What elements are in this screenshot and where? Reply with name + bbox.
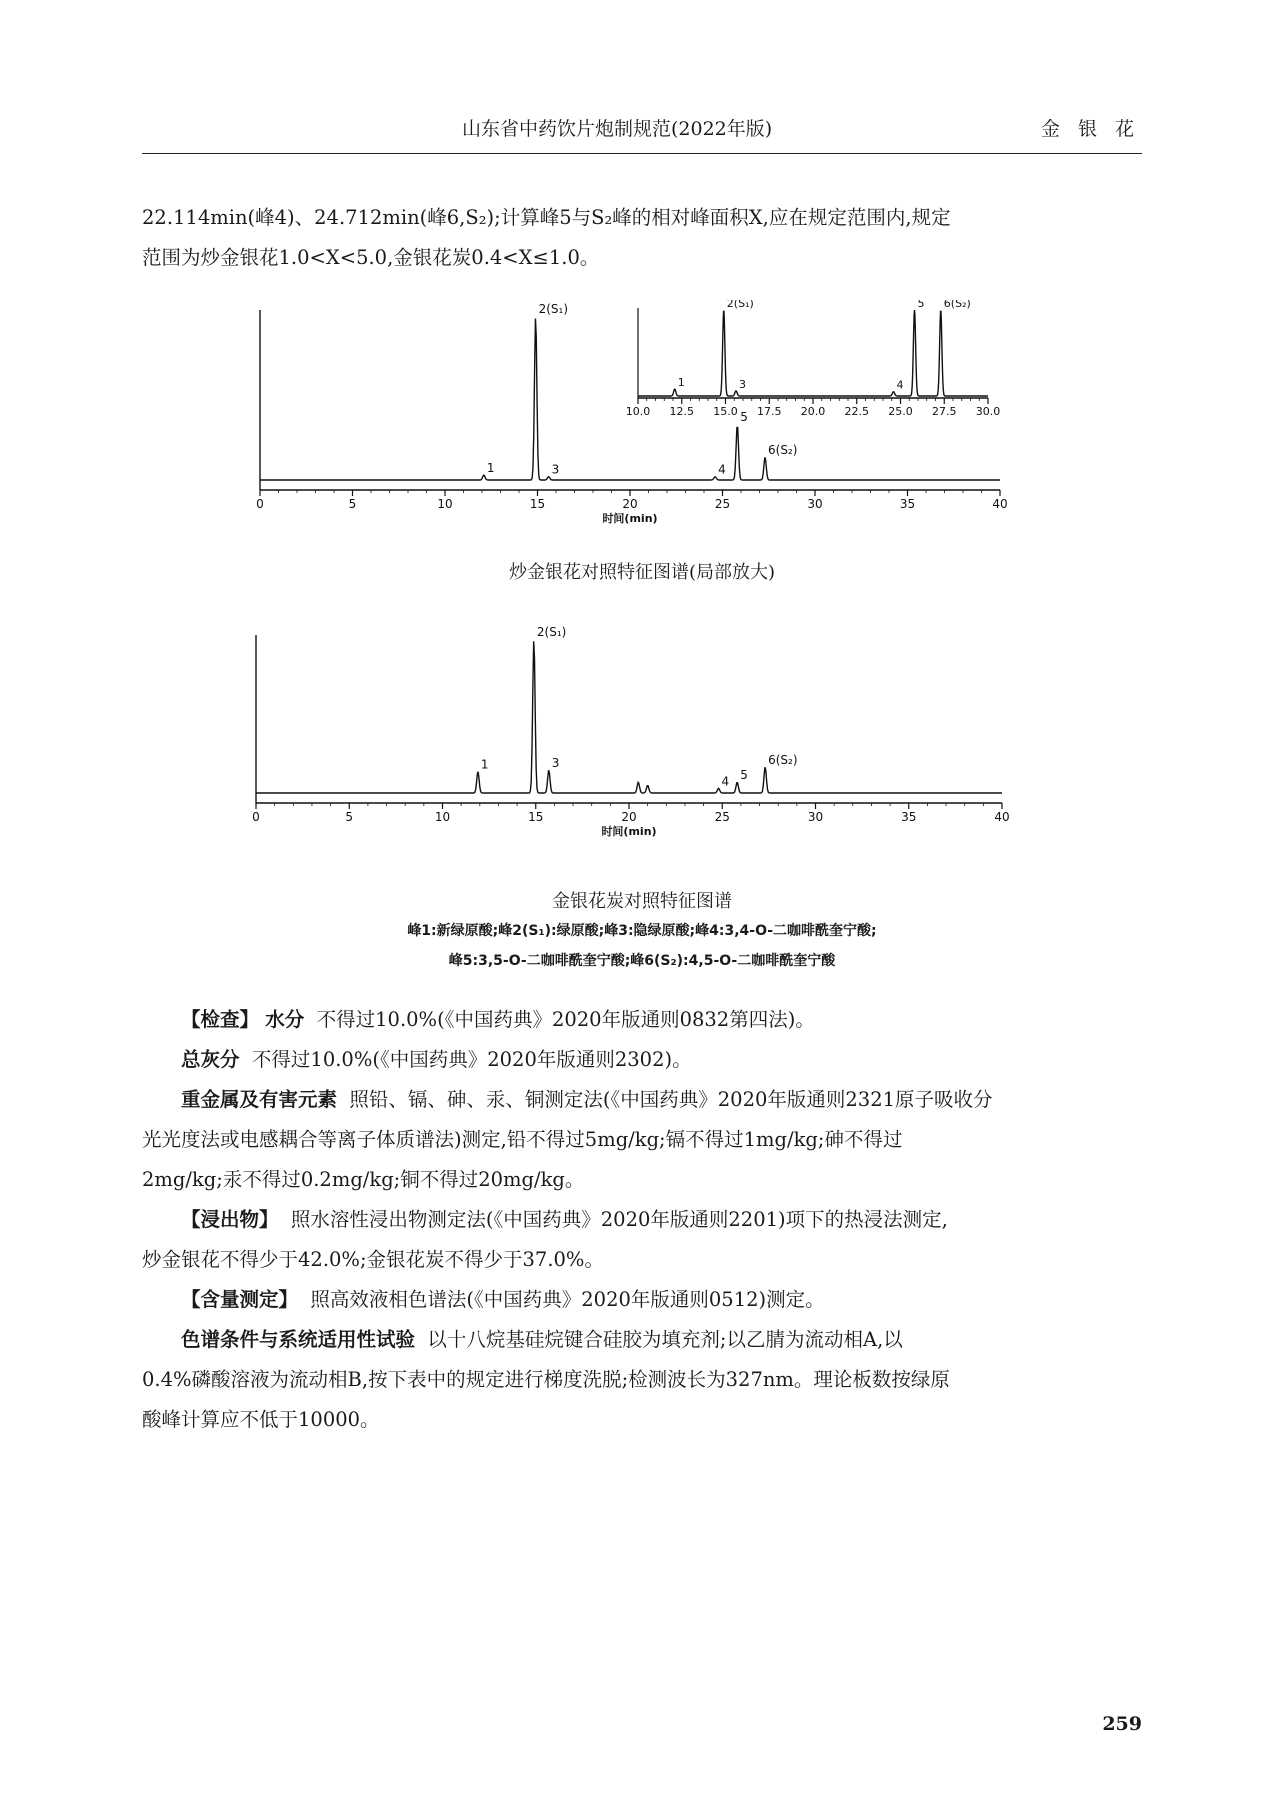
inset-tick-label: 30.0: [975, 405, 1001, 418]
chart1-tick-label: 20: [622, 497, 638, 511]
chart2-tick-label: 40: [994, 810, 1010, 824]
inset-tick-label: 20.0: [800, 405, 826, 418]
chart1-tick-label: 25: [714, 497, 731, 511]
inset-peak-label: 6(S₂): [943, 300, 971, 310]
chromatogram-1: [230, 300, 1030, 530]
inset-tick-label: 25.0: [888, 405, 913, 418]
chart2-title: 金银花炭对照特征图谱: [552, 891, 732, 912]
ash-paragraph: [142, 1040, 1142, 1080]
inset-tick-label: 15.0: [713, 405, 738, 418]
chart1-title: 炒金银花对照特征图谱(局部放大): [508, 562, 776, 583]
chart2-x-label: 时间(min): [601, 825, 657, 838]
extract-heading: 【浸出物】: [181, 1208, 279, 1231]
chart1-tick-label: 5: [348, 497, 357, 511]
inset-peak-label: 2(S₁): [726, 300, 754, 310]
chart1-tick-label: 15: [529, 497, 546, 511]
chart1-tick-label: 40: [992, 497, 1008, 511]
page-number: 259: [1102, 1713, 1142, 1735]
chrom-paragraph-line-1: [142, 1320, 1142, 1360]
chart2-tick-label: 25: [714, 810, 730, 824]
chart1-peak-label: 4: [718, 462, 726, 477]
chart2-peak-label: 1: [480, 757, 489, 772]
chart1-peak-label: 6(S₂): [768, 443, 798, 457]
chart2-tick-label: 10: [434, 810, 451, 824]
chart2-peak-label: 5: [740, 768, 748, 783]
moisture-text: 不得过10.0%(《中国药典》2020年版通则0832第四法)。: [316, 1008, 815, 1031]
chart2-tick-label: 30: [807, 810, 824, 824]
chart2-tick-label: 5: [345, 810, 354, 824]
inset-tick-label: 17.5: [757, 405, 782, 418]
inset-tick-label: 22.5: [844, 405, 869, 418]
header-section: 金 银 花: [1040, 118, 1140, 140]
header-title: 山东省中药饮片炮制规范(2022年版): [462, 118, 773, 140]
assay-heading: 【含量测定】: [181, 1288, 299, 1311]
chromatogram-2: [230, 625, 1030, 855]
chart1-tick-label: 0: [256, 497, 264, 511]
chart2-peak-label: 2(S₁): [536, 625, 567, 639]
metals-text-2: 光光度法或电感耦合等离子体质谱法)测定,铅不得过5mg/kg;镉不得过1mg/kg;砷不得过: [142, 1128, 903, 1151]
inset-tick-label: 27.5: [932, 405, 957, 418]
metals-paragraph-line-1: [142, 1080, 1142, 1120]
chart1-tick-label: 10: [437, 497, 453, 511]
chart1-peak-label: 5: [740, 410, 748, 425]
inset-tick-label: 12.5: [669, 405, 694, 418]
chrom-text-2: 0.4%磷酸溶液为流动相B,按下表中的规定进行梯度洗脱;检测波长为327nm。理论板数按绿原: [142, 1368, 950, 1391]
chart1-peak-label: 1: [486, 461, 495, 476]
chart2-tick-label: 15: [528, 810, 544, 824]
metals-text-3: 2mg/kg;汞不得过0.2mg/kg;铜不得过20mg/kg。: [142, 1168, 585, 1191]
chart1-trace: [260, 318, 1000, 480]
chrom-text-3: 酸峰计算应不低于10000。: [142, 1408, 380, 1431]
metals-label: 重金属及有害元素: [181, 1088, 338, 1111]
extract-text-2: 炒金银花不得少于42.0%;金银花炭不得少于37.0%。: [142, 1248, 604, 1271]
peak-legend-line-2: 峰5:3,5-O-二咖啡酰奎宁酸;峰6(S₂):4,5-O-二咖啡酰奎宁酸: [448, 953, 836, 969]
ash-text: 不得过10.0%(《中国药典》2020年版通则2302)。: [251, 1048, 692, 1071]
peak-legend-line-1: 峰1:新绿原酸;峰2(S₁):绿原酸;峰3:隐绿原酸;峰4:3,4-O-二咖啡酰奎宁酸;: [407, 923, 877, 939]
chart1-tick-label: 35: [899, 497, 916, 511]
moisture-paragraph: [142, 1000, 1142, 1040]
chrom-label: 色谱条件与系统适用性试验: [181, 1328, 416, 1351]
chart2-tick-label: 0: [252, 810, 260, 824]
intro-line-2: 范围为炒金银花1.0<X<5.0,金银花炭0.4<X≤1.0。: [142, 246, 600, 269]
extract-paragraph-line-1: [142, 1200, 1142, 1240]
metals-text-1: 照铅、镉、砷、汞、铜测定法(《中国药典》2020年版通则2321原子吸收分: [349, 1088, 993, 1111]
intro-line-1: 22.114min(峰4)、24.712min(峰6,S₂);计算峰5与S₂峰的相对峰面积X,应在规定范围内,规定: [142, 206, 951, 229]
ash-label: 总灰分: [181, 1048, 240, 1071]
chart2-trace: [256, 641, 1002, 793]
inset-peak-label: 5: [917, 300, 925, 310]
chart1-peak-label: 2(S₁): [538, 302, 569, 316]
chart2-tick-label: 20: [621, 810, 637, 824]
chart1-x-label: 时间(min): [602, 512, 658, 525]
check-heading: 【检查】: [181, 1008, 260, 1031]
inset-tick-label: 10.0: [625, 405, 651, 418]
chart1-peak-label: 3: [551, 462, 560, 477]
extract-text-1: 照水溶性浸出物测定法(《中国药典》2020年版通则2201)项下的热浸法测定,: [290, 1208, 948, 1231]
inset-peak-label: 1: [677, 376, 685, 390]
page-header: [142, 110, 1142, 154]
chart2-peak-label: 4: [721, 774, 730, 789]
chart2-tick-label: 35: [901, 810, 917, 824]
assay-paragraph: [142, 1280, 1142, 1320]
chrom-text-1: 以十八烷基硅烷键合硅胶为填充剂;以乙腈为流动相A,以: [427, 1328, 903, 1351]
inset-peak-label: 3: [739, 377, 746, 391]
chart2-peak-label: 6(S₂): [768, 752, 798, 767]
assay-text: 照高效液相色谱法(《中国药典》2020年版通则0512)测定。: [310, 1288, 825, 1311]
header-divider: [142, 153, 1142, 154]
chart1-tick-label: 30: [807, 497, 823, 511]
moisture-label: 水分: [265, 1008, 305, 1031]
inset-trace: [638, 310, 988, 396]
inset-peak-label: 4: [896, 378, 904, 392]
chart2-peak-label: 3: [551, 755, 560, 770]
